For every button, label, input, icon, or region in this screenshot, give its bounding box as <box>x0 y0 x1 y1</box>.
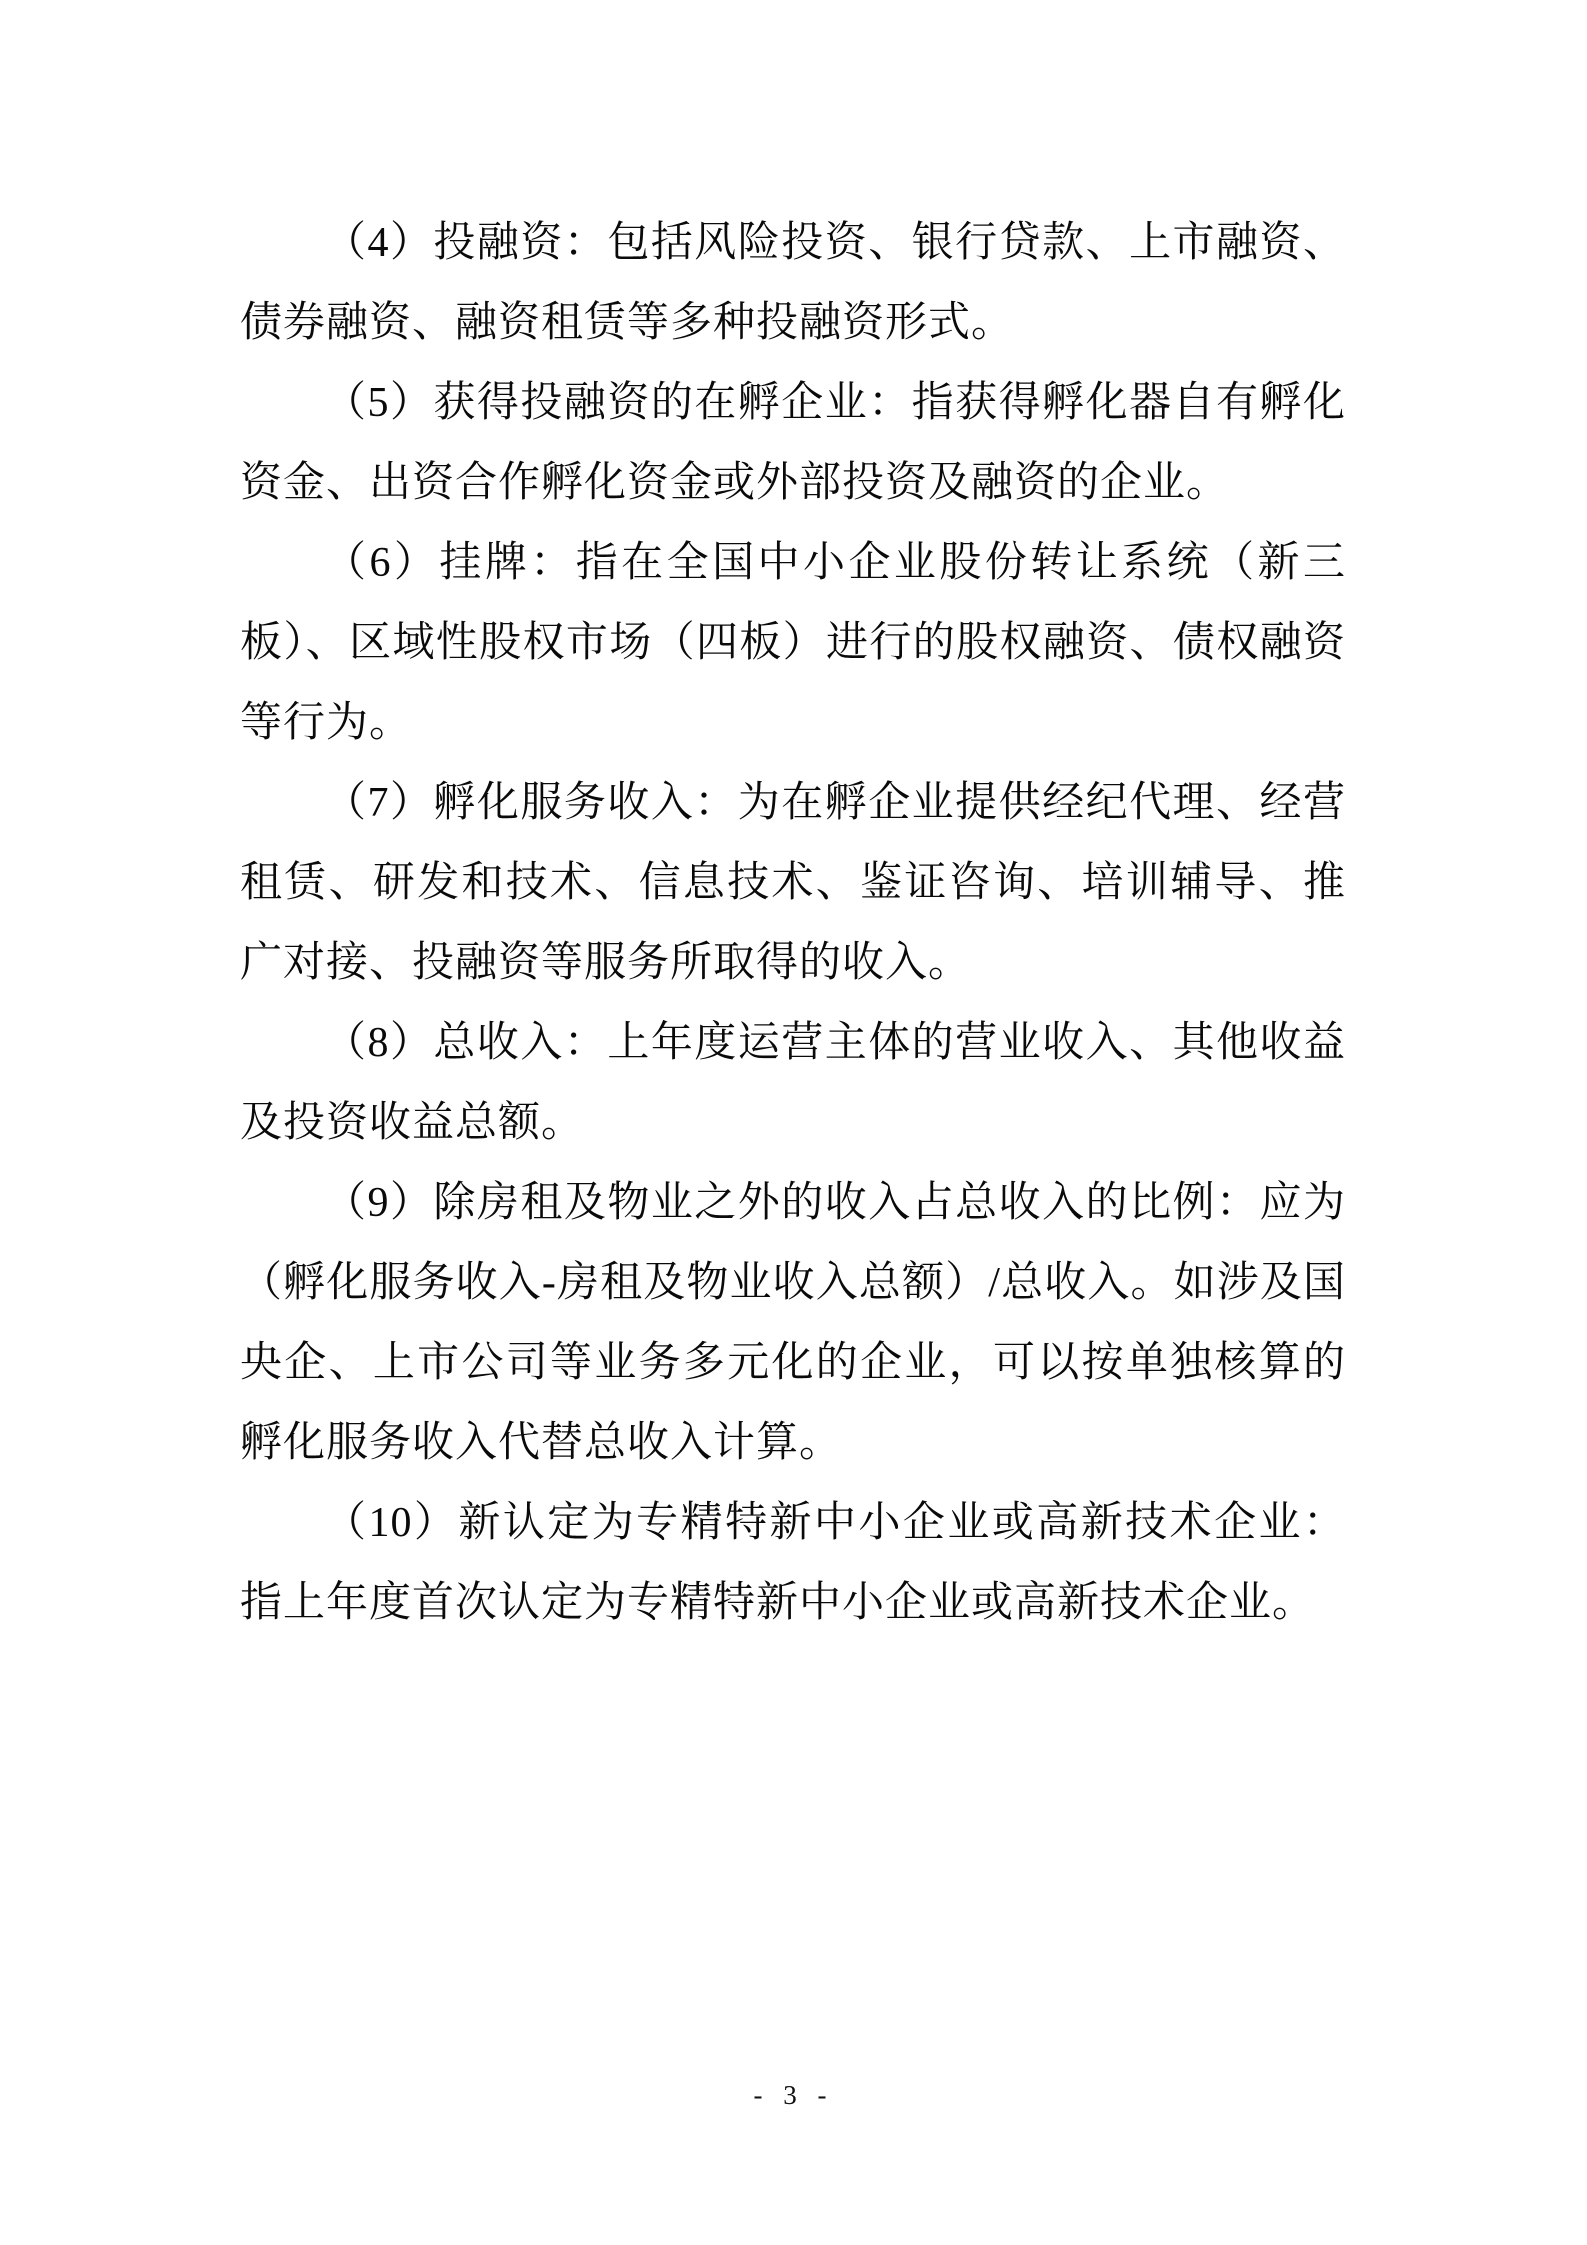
paragraph-definition-8: （8）总收入：上年度运营主体的营业收入、其他收益及投资收益总额。 <box>240 1020 1346 1146</box>
paragraph-definition-10: （10）新认定为专精特新中小企业或高新技术企业：指上年度首次认定为专精特新中小企业或高新技术企业。 <box>240 1500 1346 1626</box>
paragraph-definition-9: （9）除房租及物业之外的收入占总收入的比例：应为（孵化服务收入-房租及物业收入总额）/总收入。如涉及国央企、上市公司等业务多元化的企业，可以按单独核算的孵化服务收入代替总收入计算。 <box>240 1180 1346 1466</box>
page-number: - 3 - <box>753 2080 834 2110</box>
page-footer <box>0 2080 1587 2111</box>
paragraph-definition-5: （5）获得投融资的在孵企业：指获得孵化器自有孵化资金、出资合作孵化资金或外部投资及融资的企业。 <box>240 380 1346 506</box>
document-body <box>240 203 1346 1643</box>
paragraph-definition-4: （4）投融资：包括风险投资、银行贷款、上市融资、债券融资、融资租赁等多种投融资形式。 <box>240 220 1346 346</box>
paragraph-definition-7: （7）孵化服务收入：为在孵企业提供经纪代理、经营租赁、研发和技术、信息技术、鉴证咨询、培训辅导、推广对接、投融资等服务所取得的收入。 <box>240 780 1346 986</box>
paragraph-definition-6: （6）挂牌：指在全国中小企业股份转让系统（新三板）、区域性股权市场（四板）进行的股权融资、债权融资等行为。 <box>240 540 1346 746</box>
